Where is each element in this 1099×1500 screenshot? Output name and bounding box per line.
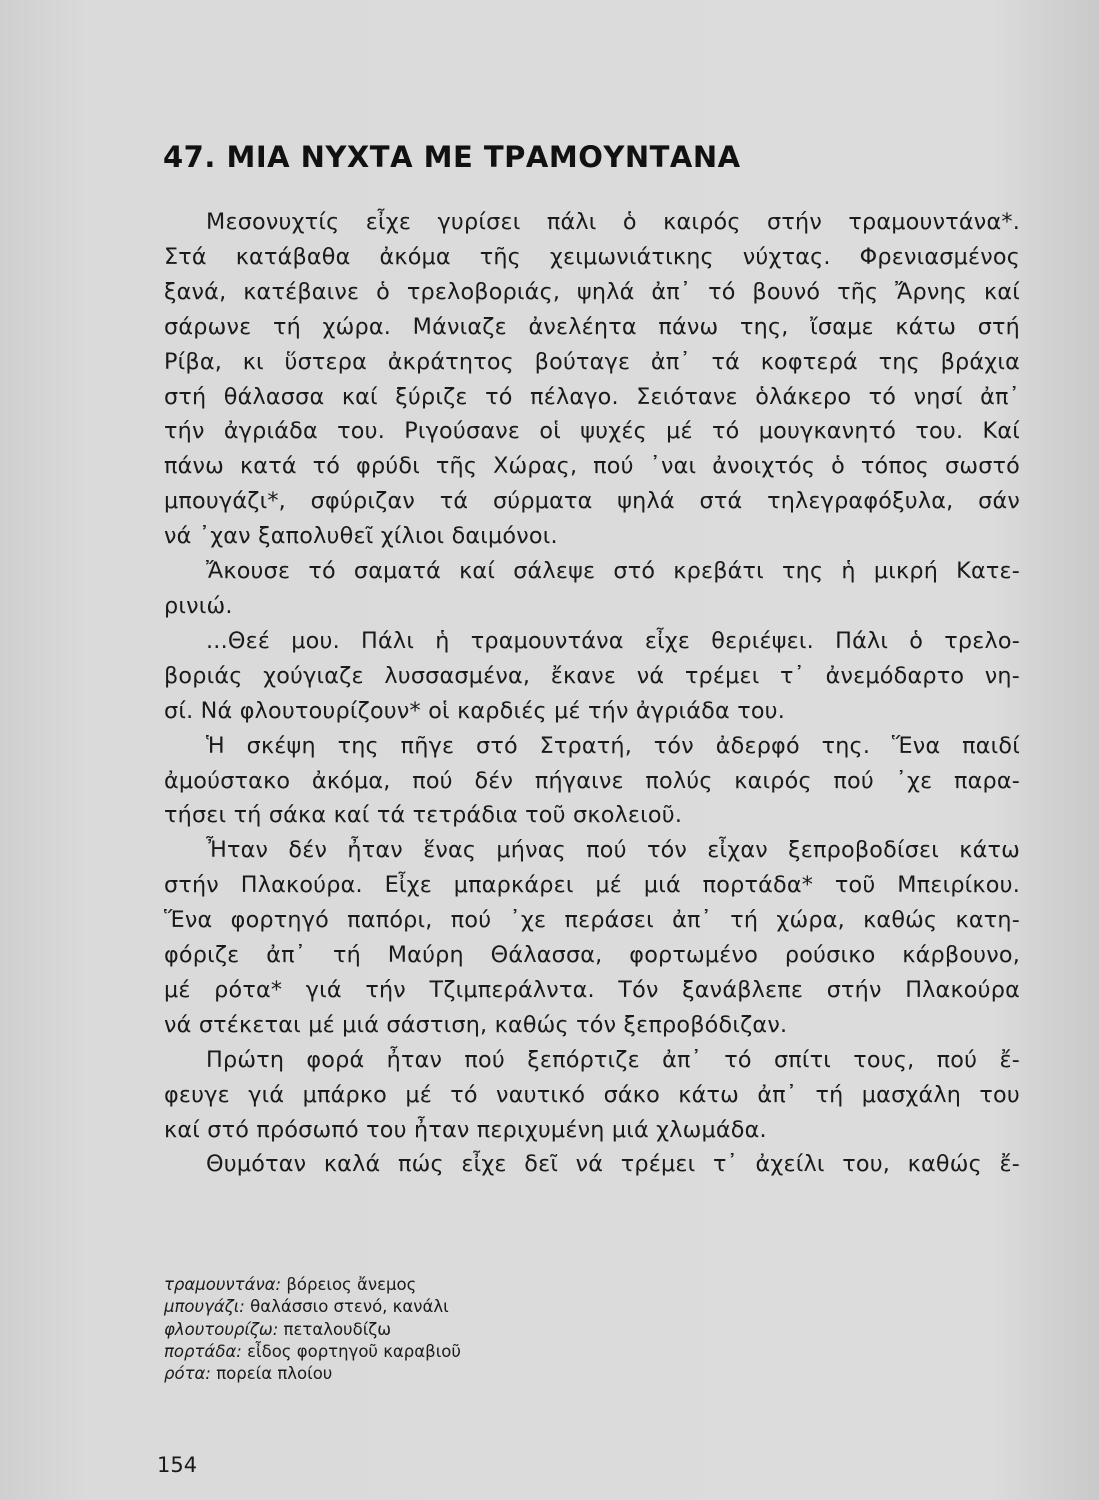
footnote-definition: εἶδος φορτηγοῦ καραβιοῦ: [247, 1341, 461, 1361]
text-line: καί στό πρόσωπό του ἦταν περιχυμένη μιά χλωμάδα.: [164, 1116, 767, 1143]
text-line: νά στέκεται μέ μιά σάστιση, καθώς τόν ξεπροβόδιζαν.: [164, 1011, 788, 1038]
text-line: Ἦταν δέν ἦταν ἕνας μήνας πού τόν εἶχαν ξεπροβοδίσει κάτω: [206, 837, 1020, 864]
text-line: στήν Πλακούρα. Εἶχε μπαρκάρει μέ μιά πορτάδα* τοῦ Μπειρίκου.: [164, 872, 1020, 899]
footnote-definition: βόρειος ἄνεμος: [286, 1275, 417, 1294]
text-line: μπουγάζι*, σφύριζαν τά σύρματα ψηλά στά τηλεγραφόξυλα, σάν: [164, 488, 1020, 515]
text-line: ρινιώ.: [164, 592, 233, 619]
text-line: νά ᾿χαν ξαπολυθεῖ χίλιοι δαιμόνοι.: [164, 523, 558, 550]
footnote-term: φλουτουρίζω:: [164, 1319, 279, 1339]
text-line: ...Θεέ μου. Πάλι ἡ τραμουντάνα εἶχε θεριέψει. Πάλι ὁ τρελο-: [206, 627, 1020, 654]
chapter-title: 47. ΜΙΑ ΝΥΧΤΑ ΜΕ ΤΡΑΜΟΥΝΤΑΝΑ: [163, 140, 741, 174]
footnote: [164, 1296, 764, 1318]
body-text: [164, 205, 1020, 1182]
footnote: [164, 1363, 764, 1385]
text-line: ἀμούστακο ἀκόμα, πού δέν πήγαινε πολύς καιρός πού ᾿χε παρα-: [164, 767, 1020, 794]
text-line: Ἡ σκέψη της πῆγε στό Στρατή, τόν ἀδερφό της. Ἕνα παιδί: [206, 732, 1020, 759]
footnote-definition: πορεία πλοίου: [216, 1364, 333, 1384]
text-line: Μεσονυχτίς εἶχε γυρίσει πάλι ὁ καιρός στήν τραμουντάνα*.: [206, 209, 1020, 235]
text-line: Πρώτη φορά ἦταν πού ξεπόρτιζε ἀπ᾿ τό σπίτι τους, πού ἔ-: [206, 1046, 1020, 1073]
footnote-definition: πεταλουδίζω: [283, 1319, 392, 1339]
footnote-term: πορτάδα:: [164, 1341, 242, 1361]
footnote: [164, 1319, 764, 1341]
text-line: μέ ρότα* γιά τήν Τζιμπεράλντα. Τόν ξανάβλεπε στήν Πλακούρα: [164, 976, 1020, 1003]
text-line: πάνω κατά τό φρύδι τῆς Χώρας, πού ᾿ναι ἀνοιχτός ὁ τόπος σωστό: [164, 453, 1020, 480]
text-line: σάρωνε τή χώρα. Μάνιαζε ἀνελέητα πάνω της, ἴσαμε κάτω στή: [164, 313, 1020, 340]
text-line: Ρίβα, κι ὕστερα ἀκράτητος βούταγε ἀπ᾿ τά κοφτερά της βράχια: [164, 348, 1020, 375]
text-line: Θυμόταν καλά πώς εἶχε δεῖ νά τρέμει τ᾿ ἀχείλι του, καθώς ἔ-: [206, 1151, 1020, 1178]
footnote: [164, 1341, 764, 1363]
footnote-term: τραμουντάνα:: [164, 1275, 282, 1294]
text-line: βοριάς χούγιαζε λυσσασμένα, ἔκανε νά τρέμει τ᾿ ἀνεμόδαρτο νη-: [164, 662, 1020, 689]
page-number: 154: [157, 1453, 198, 1477]
text-line: τήσει τή σάκα καί τά τετράδια τοῦ σκολειοῦ.: [164, 802, 683, 829]
text-line: Ἄκουσε τό σαματά καί σάλεψε στό κρεβάτι της ἡ μικρή Κατε-: [206, 558, 1020, 585]
footnote-definition: θαλάσσιο στενό, κανάλι: [250, 1297, 449, 1317]
text-line: ξανά, κατέβαινε ὁ τρελοβοριάς, ψηλά ἀπ᾿ τό βουνό τῆς Ἄρνης καί: [164, 278, 1020, 305]
text-line: σί. Νά φλουτουρίζουν* οἱ καρδιές μέ τήν ἀγριάδα του.: [164, 697, 786, 724]
footnote-term: μπουγάζι:: [164, 1297, 245, 1317]
text-line: στή θάλασσα καί ξύριζε τό πέλαγο. Σειότανε ὁλάκερο τό νησί ἀπ᾿: [164, 383, 1020, 410]
text-line: Στά κατάβαθα ἀκόμα τῆς χειμωνιάτικης νύχτας. Φρενιασμένος: [164, 243, 1020, 270]
text-line: φόριζε ἀπ᾿ τή Μαύρη Θάλασσα, φορτωμένο ρούσικο κάρβουνο,: [164, 942, 1020, 969]
text-line: φευγε γιά μπάρκο μέ τό ναυτικό σάκο κάτω ἀπ᾿ τή μασχάλη του: [164, 1081, 1020, 1108]
footnote-term: ρότα:: [164, 1364, 211, 1384]
footnotes: [164, 1274, 764, 1385]
text-line: τήν ἀγριάδα του. Ριγούσανε οἱ ψυχές μέ τό μουγκανητό του. Καί: [164, 418, 1020, 445]
footnote: [164, 1274, 764, 1296]
text-line: Ἕνα φορτηγό παπόρι, πού ᾿χε περάσει ἀπ᾿ τή χώρα, καθώς κατη-: [164, 907, 1020, 934]
